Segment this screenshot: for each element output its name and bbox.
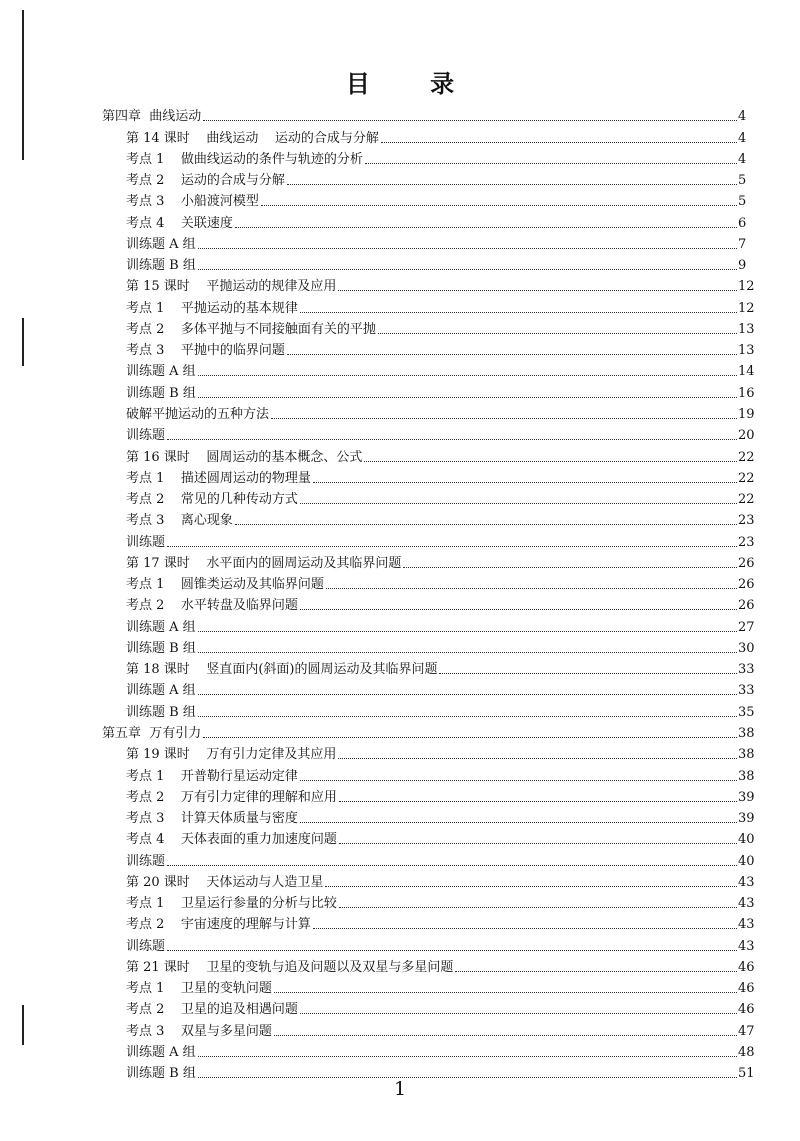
toc-entry-title: 考点 3 平抛中的临界问题 [126,343,285,359]
toc-topic-entry[interactable] [0,678,800,699]
toc-entry-page: 22 [738,449,755,465]
toc-topic-entry[interactable] [0,699,800,720]
toc-dot-leader [167,546,737,547]
toc-chapter-entry[interactable] [0,104,800,125]
toc-entry-title: 考点 4 天体表面的重力加速度问题 [126,832,337,848]
toc-entry-title: 第 17 课时 水平面内的圆周运动及其临界问题 [126,555,402,571]
toc-entry-title: 第五章 万有引力 [102,725,202,741]
toc-entry-page: 26 [738,555,755,571]
toc-topic-entry[interactable] [0,487,800,508]
toc-lesson-entry[interactable] [0,444,800,465]
toc-dot-leader [198,375,737,376]
toc-topic-entry[interactable] [0,785,800,806]
toc-entry-page: 5 [738,194,747,210]
toc-topic-entry[interactable] [0,1040,800,1061]
toc-entry-page: 22 [738,492,755,508]
toc-entry-title: 考点 4 关联速度 [126,215,233,231]
toc-entry-title: 考点 1 做曲线运动的条件与轨迹的分析 [126,151,363,167]
toc-dot-leader [198,694,737,695]
toc-entry-page: 23 [738,513,755,529]
toc-entry-title: 考点 1 平抛运动的基本规律 [126,300,298,316]
toc-entry-page: 12 [738,300,755,316]
toc-entry-page: 43 [738,938,755,954]
toc-dot-leader [167,865,737,866]
toc-dot-leader [365,163,737,164]
toc-entry-page: 12 [738,279,755,295]
toc-entry-title: 考点 1 开普勒行星运动定律 [126,768,298,784]
toc-dot-leader [325,886,737,887]
toc-entry-page: 6 [738,215,747,231]
toc-entry-title: 考点 1 圆锥类运动及其临界问题 [126,577,324,593]
toc-dot-leader [203,737,737,738]
toc-entry-page: 16 [738,385,755,401]
toc-dot-leader [378,333,737,334]
toc-entry-title: 第 19 课时 万有引力定律及其应用 [126,747,337,763]
toc-entry-page: 33 [738,662,755,678]
toc-entry-page: 40 [738,832,755,848]
toc-dot-leader [287,184,737,185]
toc-entry-page: 4 [738,151,747,167]
toc-entry-page: 22 [738,470,755,486]
toc-entry-page: 14 [738,364,755,380]
toc-entry-page: 46 [738,1002,755,1018]
toc-entry-page: 4 [738,109,747,125]
toc-dot-leader [313,928,737,929]
toc-topic-entry[interactable] [0,933,800,954]
toc-topic-entry[interactable] [0,147,800,168]
toc-entry-title: 考点 2 多体平抛与不同接触面有关的平抛 [126,321,376,337]
toc-entry-title: 训练题 B 组 [126,385,196,401]
toc-entry-title: 考点 3 离心现象 [126,513,233,529]
toc-entry-page: 23 [738,534,755,550]
toc-topic-entry[interactable] [0,189,800,210]
toc-dot-leader [198,397,737,398]
toc-topic-entry[interactable] [0,338,800,359]
toc-entry-title: 考点 2 水平转盘及临界问题 [126,598,298,614]
toc-topic-entry[interactable] [0,423,800,444]
toc-lesson-entry[interactable] [0,551,800,572]
toc-entry-page: 19 [738,406,755,422]
toc-dot-leader [403,567,737,568]
toc-dot-leader [203,120,737,121]
toc-entry-page: 26 [738,577,755,593]
toc-entry-title: 训练题 A 组 [126,683,196,699]
toc-entry-page: 13 [738,321,755,337]
page-title: 目 录 [345,70,481,98]
toc-entry-title: 训练题 A 组 [126,1044,196,1060]
toc-topic-entry[interactable] [0,253,800,274]
toc-dot-leader [300,609,737,610]
toc-entry-title: 考点 2 常见的几种传动方式 [126,492,298,508]
toc-dot-leader [274,992,737,993]
toc-dot-leader [167,439,737,440]
toc-dot-leader [439,673,737,674]
toc-dot-leader [198,631,737,632]
toc-entry-page: 39 [738,789,755,805]
toc-entry-title: 第 14 课时 曲线运动 运动的合成与分解 [126,130,379,146]
toc-topic-entry[interactable] [0,763,800,784]
toc-topic-entry[interactable] [0,976,800,997]
toc-dot-leader [338,758,737,759]
toc-topic-entry[interactable] [0,529,800,550]
toc-topic-entry[interactable] [0,380,800,401]
toc-entry-title: 训练题 B 组 [126,704,196,720]
toc-dot-leader [287,354,737,355]
toc-topic-entry[interactable] [0,359,800,380]
toc-entry-title: 第 21 课时 卫星的变轨与追及问题以及双星与多星问题 [126,959,454,975]
toc-lesson-entry[interactable] [0,125,800,146]
toc-entry-page: 33 [738,683,755,699]
toc-dot-leader [339,907,737,908]
toc-topic-entry[interactable] [0,891,800,912]
toc-dot-leader [455,971,737,972]
toc-entry-page: 43 [738,896,755,912]
toc-lesson-entry[interactable] [0,955,800,976]
table-of-contents [0,104,800,1082]
toc-dot-leader [313,482,737,483]
toc-chapter-entry[interactable] [0,721,800,742]
toc-entry-page: 35 [738,704,755,720]
toc-entry-title: 考点 2 宇宙速度的理解与计算 [126,917,311,933]
toc-entry-page: 30 [738,640,755,656]
toc-entry-title: 第 15 课时 平抛运动的规律及应用 [126,279,337,295]
toc-topic-entry[interactable] [0,912,800,933]
toc-entry-title: 第 18 课时 竖直面内(斜面)的圆周运动及其临界问题 [126,662,438,678]
toc-dot-leader [235,227,737,228]
toc-entry-page: 13 [738,343,755,359]
toc-entry-title: 考点 2 卫星的追及相遇问题 [126,1002,298,1018]
toc-topic-entry[interactable] [0,572,800,593]
toc-topic-entry[interactable] [0,593,800,614]
toc-dot-leader [338,290,737,291]
toc-topic-entry[interactable] [0,806,800,827]
toc-entry-title: 考点 2 运动的合成与分解 [126,173,285,189]
toc-entry-page: 46 [738,981,755,997]
toc-dot-leader [300,780,737,781]
toc-entry-title: 训练题 [126,428,166,444]
toc-dot-leader [198,652,737,653]
toc-dot-leader [198,269,737,270]
toc-dot-leader [274,1035,737,1036]
toc-entry-title: 训练题 [126,853,166,869]
toc-topic-entry[interactable] [0,848,800,869]
toc-dot-leader [271,418,737,419]
toc-entry-page: 43 [738,917,755,933]
toc-lesson-entry[interactable] [0,657,800,678]
toc-entry-page: 9 [738,258,747,274]
toc-topic-entry[interactable] [0,636,800,657]
toc-entry-page: 46 [738,959,755,975]
toc-entry-page: 39 [738,811,755,827]
toc-entry-title: 考点 1 卫星的变轨问题 [126,981,272,997]
toc-dot-leader [198,248,737,249]
toc-entry-title: 训练题 A 组 [126,619,196,635]
toc-entry-page: 43 [738,874,755,890]
toc-topic-entry[interactable] [0,295,800,316]
toc-entry-page: 40 [738,853,755,869]
toc-dot-leader [339,801,737,802]
toc-entry-page: 51 [738,1066,755,1082]
toc-dot-leader [326,588,737,589]
toc-entry-title: 破解平抛运动的五种方法 [126,406,270,422]
toc-entry-page: 4 [738,130,747,146]
toc-dot-leader [300,312,737,313]
toc-dot-leader [235,524,737,525]
toc-entry-page: 38 [738,768,755,784]
toc-entry-page: 7 [738,236,747,252]
toc-topic-entry[interactable] [0,614,800,635]
toc-topic-entry[interactable] [0,402,800,423]
toc-entry-title: 训练题 A 组 [126,236,196,252]
toc-topic-entry[interactable] [0,508,800,529]
toc-entry-page: 38 [738,747,755,763]
toc-dot-leader [167,950,737,951]
toc-topic-entry[interactable] [0,1018,800,1039]
toc-entry-title: 训练题 A 组 [126,364,196,380]
toc-lesson-entry[interactable] [0,274,800,295]
toc-entry-title: 训练题 B 组 [126,1066,196,1082]
toc-topic-entry[interactable] [0,317,800,338]
toc-entry-title: 第四章 曲线运动 [102,109,202,125]
toc-dot-leader [261,205,737,206]
toc-entry-title: 训练题 [126,938,166,954]
toc-topic-entry[interactable] [0,827,800,848]
toc-dot-leader [339,843,737,844]
toc-entry-title: 第 20 课时 天体运动与人造卫星 [126,874,324,890]
toc-entry-page: 27 [738,619,755,635]
toc-topic-entry[interactable] [0,210,800,231]
toc-entry-page: 20 [738,428,755,444]
toc-entry-title: 考点 1 卫星运行参量的分析与比较 [126,896,337,912]
toc-entry-page: 47 [738,1023,755,1039]
page-number: 1 [393,1078,407,1100]
toc-entry-title: 考点 3 计算天体质量与密度 [126,811,298,827]
toc-entry-title: 训练题 [126,534,166,550]
toc-topic-entry[interactable] [0,168,800,189]
toc-entry-title: 训练题 B 组 [126,640,196,656]
toc-entry-title: 考点 2 万有引力定律的理解和应用 [126,789,337,805]
toc-entry-page: 26 [738,598,755,614]
toc-entry-page: 38 [738,725,755,741]
toc-lesson-entry[interactable] [0,870,800,891]
toc-dot-leader [364,461,737,462]
toc-entry-page: 48 [738,1044,755,1060]
toc-topic-entry[interactable] [0,466,800,487]
toc-entry-title: 考点 3 双星与多星问题 [126,1023,272,1039]
toc-entry-title: 第 16 课时 圆周运动的基本概念、公式 [126,449,363,465]
toc-lesson-entry[interactable] [0,742,800,763]
toc-dot-leader [300,503,737,504]
toc-topic-entry[interactable] [0,997,800,1018]
toc-dot-leader [300,822,737,823]
toc-dot-leader [300,1013,737,1014]
toc-entry-page: 5 [738,173,747,189]
toc-dot-leader [381,142,737,143]
toc-entry-title: 考点 1 描述圆周运动的物理量 [126,470,311,486]
toc-topic-entry[interactable] [0,232,800,253]
toc-dot-leader [198,716,737,717]
toc-entry-title: 考点 3 小船渡河模型 [126,194,259,210]
toc-entry-title: 训练题 B 组 [126,258,196,274]
toc-dot-leader [198,1056,737,1057]
